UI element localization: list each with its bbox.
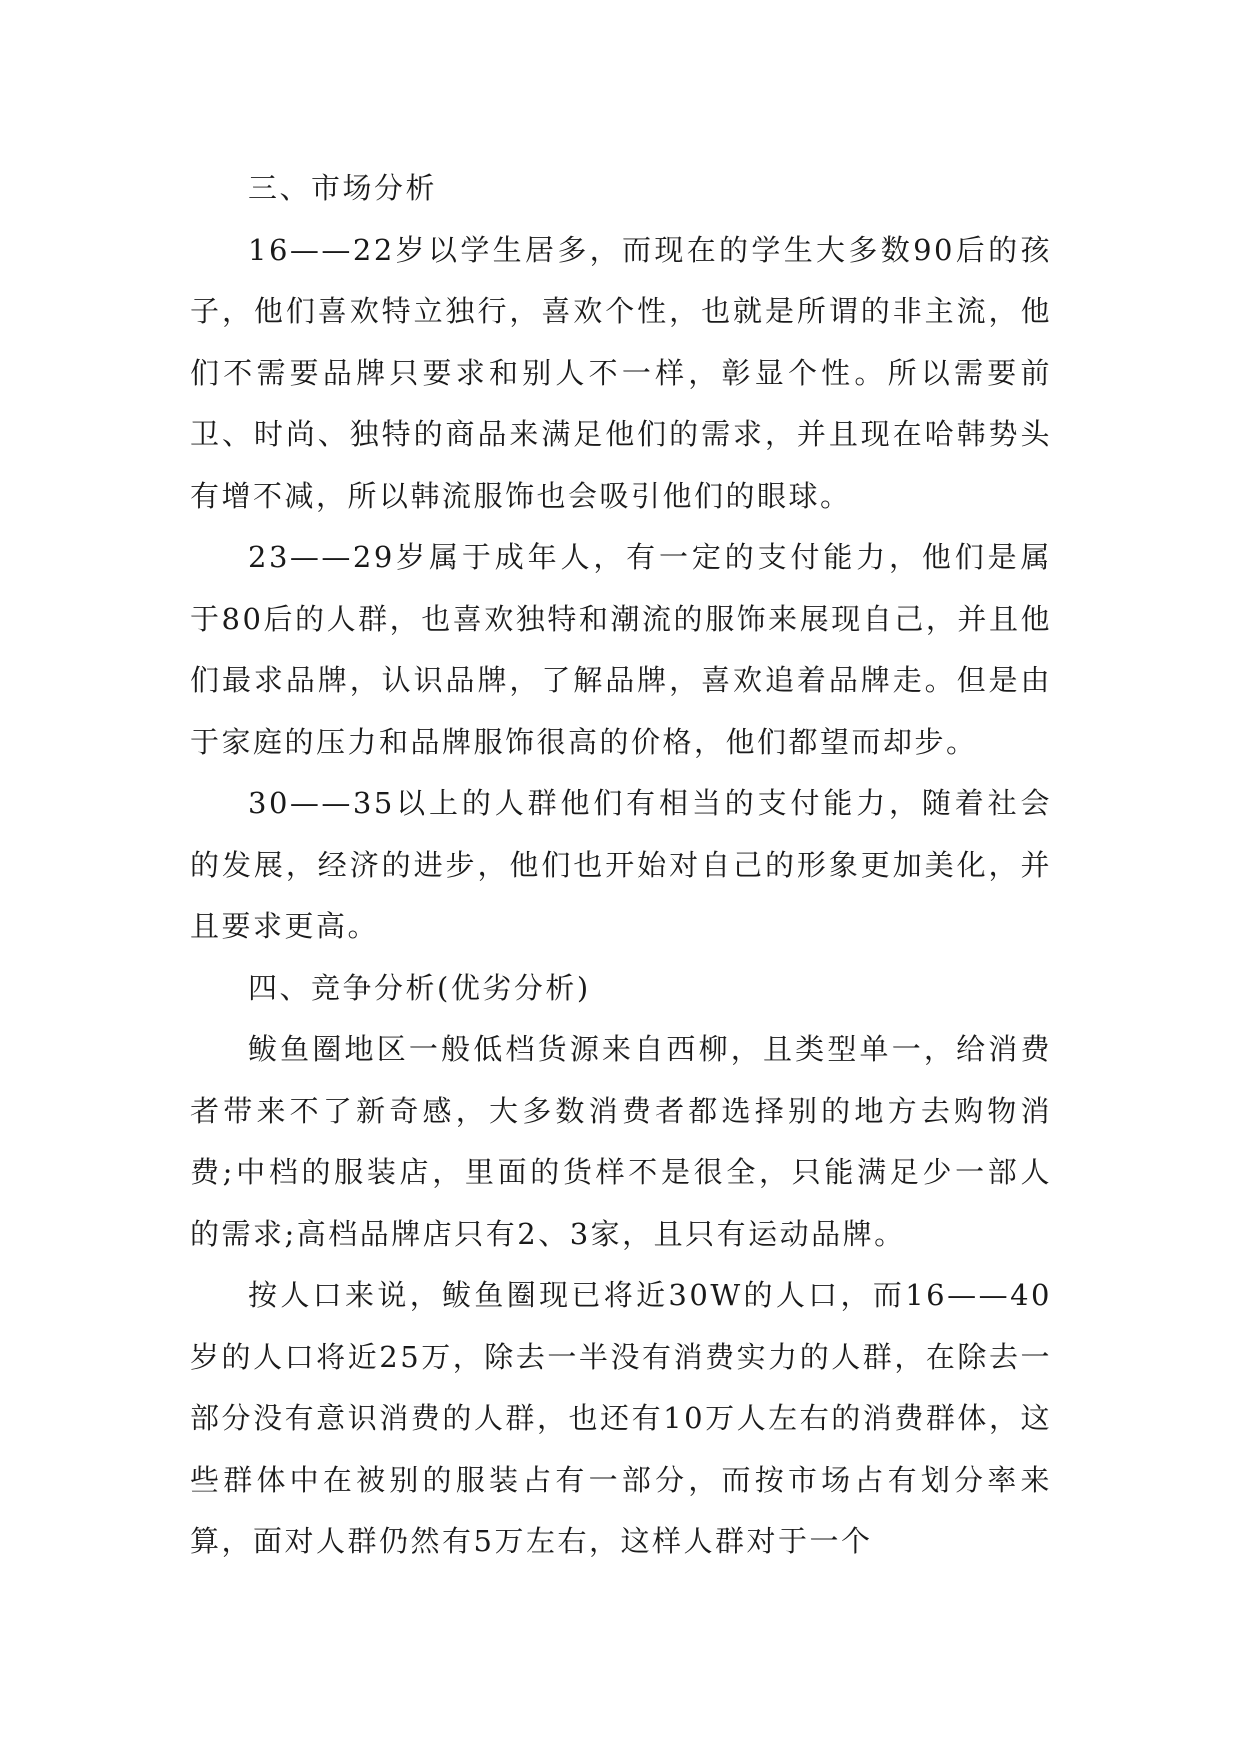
section-heading-market-analysis: 三、市场分析 bbox=[248, 171, 438, 205]
paragraph-age-23-29: 23——29岁属于成年人，有一定的支付能力，他们是属于80后的人群，也喜欢独特和潮流的服饰来展现自己，并且他们最求品牌，认识品牌，了解品牌，喜欢追着品牌走。但是由于家庭的压力和品牌服饰很高的价格，他们都望而却步。 bbox=[190, 540, 1052, 759]
paragraph-local-stores: 鲅鱼圈地区一般低档货源来自西柳，且类型单一，给消费者带来不了新奇感，大多数消费者都选择别的地方去购物消费;中档的服装店，里面的货样不是很全，只能满足少一部人的需求;高档品牌店只有2、3家，且只有运动品牌。 bbox=[190, 1032, 1052, 1251]
section-heading-competition-analysis: 四、竞争分析(优劣分析) bbox=[248, 970, 591, 1005]
paragraph-age-30-35: 30——35以上的人群他们有相当的支付能力，随着社会的发展，经济的进步，他们也开始对自己的形象更加美化，并且要求更高。 bbox=[190, 786, 1052, 943]
document-body bbox=[190, 158, 1052, 1573]
paragraph-age-16-22: 16——22岁以学生居多，而现在的学生大多数90后的孩子，他们喜欢特立独行，喜欢个性，也就是所谓的非主流，他们不需要品牌只要求和别人不一样，彰显个性。所以需要前卫、时尚、独特的商品来满足他们的需求，并且现在哈韩势头有增不减，所以韩流服饰也会吸引他们的眼球。 bbox=[190, 232, 1052, 513]
paragraph-population: 按人口来说，鲅鱼圈现已将近30W的人口，而16——40岁的人口将近25万，除去一半没有消费实力的人群，在除去一部分没有意识消费的人群，也还有10万人左右的消费群体，这些群体中在被别的服装占有一部分，而按市场占有划分率来算，面对人群仍然有5万左右，这样人群对于一个 bbox=[190, 1278, 1052, 1558]
